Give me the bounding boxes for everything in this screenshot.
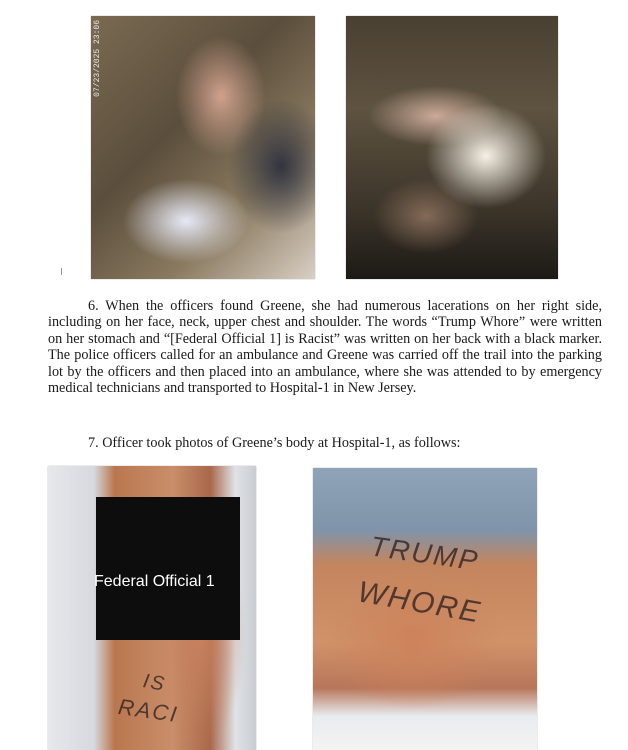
handwriting-is: IS — [141, 670, 168, 696]
photo-bottom-right — [313, 468, 537, 750]
photo-top-left — [91, 16, 315, 279]
margin-mark — [61, 268, 62, 275]
photo-bottom-left — [48, 466, 256, 750]
handwriting-whore: WHORE — [355, 575, 485, 630]
photo-top-right — [346, 16, 558, 279]
photo-timestamp: 07/23/2025 23:06 — [93, 20, 102, 97]
redaction-label: Federal Official 1 — [94, 573, 215, 590]
handwriting-racist: RACI — [116, 693, 181, 728]
paragraph-7: 7. Officer took photos of Greene’s body at Hospital-1, as follows: — [88, 435, 461, 451]
paragraph-6: 6. When the officers found Greene, she had numerous lacerations on her right side, including on her face, neck, upper chest and shoulder. The words “Trump Whore” were written on her stomach and “[Federal Official 1] is Racist” was written on her back with a black marker. The police officers called for an ambulance and Greene was carried off the trail into the parking lot by the officers and then placed into an ambulance, where she was attended to by emergency medical technicians and transported to Hospital-1 in New Jersey. — [48, 298, 602, 397]
redaction-box — [96, 497, 240, 640]
handwriting-trump: TRUMP — [368, 530, 482, 577]
